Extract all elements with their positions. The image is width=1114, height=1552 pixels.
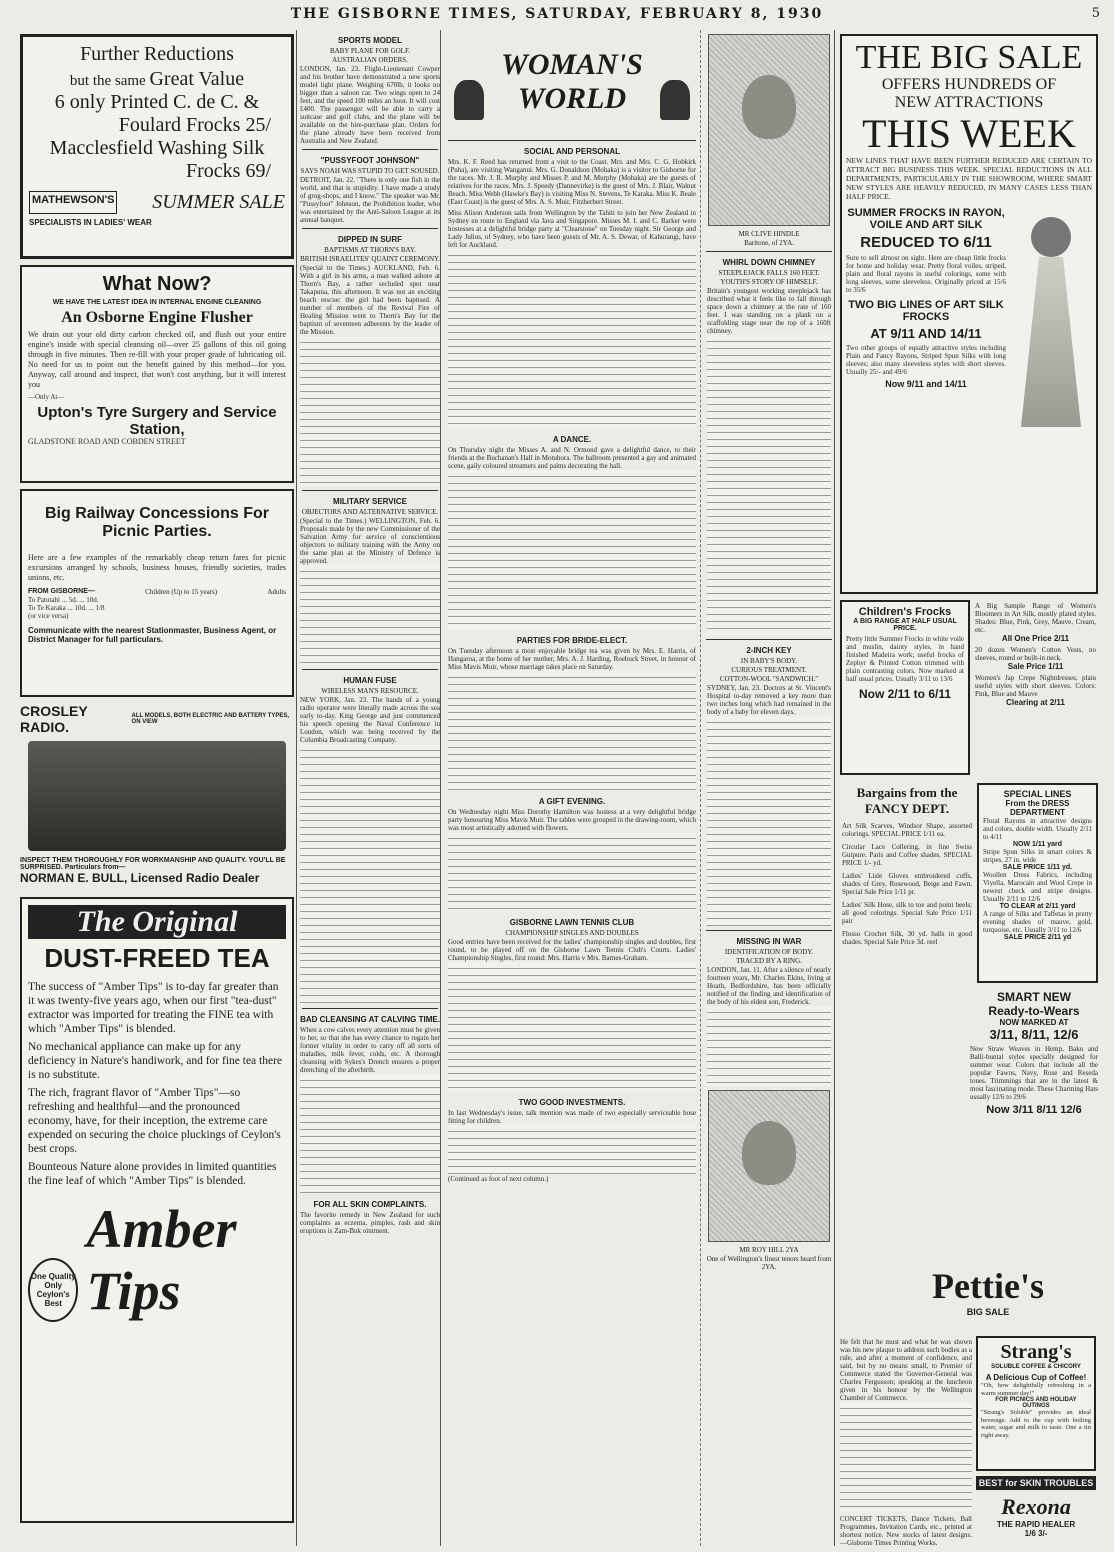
price-line: NOW 1/11 yard: [1012, 841, 1063, 848]
ad-heading: SMART NEW: [997, 990, 1071, 1004]
ad-heading: Children's Frocks: [858, 606, 952, 618]
article-headline: DIPPED IN SURF: [337, 235, 402, 244]
brand-logo: Strang's: [1000, 1341, 1072, 1363]
ad-heading: Bargains from the FANCY DEPT.: [856, 785, 958, 816]
ad-body: 20 dozen Women's Cotton Vests, no sleeves, round or built-in neck.: [975, 646, 1096, 662]
article-body: (Special to the Times.) WELLINGTON, Feb. 6. Proposals made by the new Commissioner of the Salvation Army for service of conscientious objectors to military training with the Army on the same plan at the Ministry of Defence is approved.: [300, 517, 440, 565]
article-headline: MILITARY SERVICE: [333, 497, 407, 506]
photo-caption: MR CLIVE HINDLE: [738, 230, 800, 238]
ad-line: OFFERS HUNDREDS OF: [881, 76, 1057, 93]
column-2: [300, 30, 441, 1546]
printing-notice: CONCERT TICKETS, Dance Tickets, Ball Programmes, Invitation Cards, etc., printed at shortest notice. New stocks of latest designs.—Gisborne Times Printing Works.: [840, 1515, 972, 1546]
divider: [706, 930, 832, 931]
photo-caption: One of Wellington's finest tenors heard from 2YA.: [706, 1255, 832, 1271]
ad-line: Further Reductions: [80, 43, 234, 65]
ad-heading: The Original: [28, 905, 286, 939]
article-headline: HUMAN FUSE: [343, 676, 397, 685]
ad-item: A range of Silks and Taffetas in pretty evening shades of mauve, gold, turquoise, etc. Usually 3/11 to 12/6: [983, 910, 1092, 934]
ad-heading: Ready-to-Wears: [988, 1004, 1080, 1018]
column-5: [838, 30, 1100, 1546]
ad-paragraph: No mechanical appliance can make up for any deficiency in Nature's handiwork, and for fine tea there is no substitute.: [28, 1041, 283, 1081]
ad-heading: What Now?: [102, 273, 212, 295]
article-body: NEW YORK, Jan. 23. The hands of a young radio operator were literally made across the sea early to-day. King George and just commenced his speech opening the Naval Conference in London, which was being received by the Columbia Broadcasting Company.: [300, 696, 440, 744]
price-line: REDUCED TO 6/11: [860, 234, 992, 251]
ad-heading: THE BIG SALE: [855, 39, 1083, 76]
article-subhead: TRACED BY A RING.: [736, 957, 802, 965]
ad-body: "Strang's Soluble" provides an ideal beverage. Add to the cup with boiling water, sugar and milk to taste. One a tin right away.: [981, 1409, 1091, 1439]
brand-logo: Rexona: [1001, 1494, 1071, 1519]
ad-item: Circular Lace Collering, in fine Swiss Guipure. Paris and Coffee shades. SPECIAL PRICE 1/- yd.: [842, 843, 972, 867]
ad-line: but the same Great Value: [69, 68, 245, 90]
price-line: AT 9/11 AND 14/11: [870, 326, 982, 341]
article-subhead: IDENTIFICATION OF BODY.: [724, 948, 814, 956]
column-3: [444, 30, 701, 1546]
ad-footer: SPECIALISTS IN LADIES' WEAR: [29, 218, 152, 227]
article-subhead: SAYS NOAH WAS STUPID TO GET SOUSED.: [300, 167, 440, 175]
article-body: Good entries have been received for the ladies' championship singles and doubles, first round, to be played off on the Gisborne Lawn Tennis Club's Courts. Ladies' Championship Singles, first round: Mrs. Harris v Mrs. Barnes-Graham.: [448, 938, 696, 962]
ad-line: Adults: [267, 588, 286, 596]
fare-row: To Patutahi ... 5d. ... 10d.: [28, 596, 99, 604]
article-subhead: BRITISH ISRAELITES' QUAINT CEREMONY.: [300, 255, 440, 263]
article-headline: 2-INCH KEY: [746, 646, 792, 655]
text-filler: [448, 249, 696, 429]
price-line: TO CLEAR at 2/11 yard: [999, 903, 1076, 910]
column-1: [18, 30, 297, 1546]
ad-line: TWO BIG LINES OF ART SILK FROCKS: [848, 299, 1004, 323]
ad-line: BIG SALE: [966, 1307, 1010, 1317]
brand-logo: Amber Tips: [86, 1199, 237, 1321]
page-title: THE GISBORNE TIMES, SATURDAY, FEBRUARY 8, 1930: [290, 6, 824, 22]
article-headline: WHIRL DOWN CHIMNEY: [722, 258, 816, 267]
ad-line: WE HAVE THE LATEST IDEA IN INTERNAL ENGINE CLEANING: [52, 299, 262, 306]
ad-body: Pretty little Summer Frocks in white voile and muslin, dainty styles, in hand finished Madeira work; useful frocks of Zephyr & Printed Cotton trimmed with plain contrasting colors. Now marked at half usual prices. Usually 3/11 to 13/6: [846, 635, 964, 683]
text-filler: [707, 335, 831, 635]
page-number: 5: [1091, 6, 1100, 21]
ad-heading: Big Railway Concessions For Picnic Parties.: [44, 505, 270, 540]
ad-business-name: NORMAN E. BULL, Licensed Radio Dealer: [20, 871, 260, 885]
mathewsons-ad: [20, 34, 294, 259]
ad-line: THE RAPID HEALER: [996, 1520, 1076, 1529]
ad-heading: DUST-FREED TEA: [44, 943, 270, 973]
price-line: Clearing at 2/11: [1006, 698, 1065, 707]
ad-line: A Delicious Cup of Coffee!: [985, 1373, 1087, 1382]
divider: [706, 639, 832, 640]
price-line: 1/6 3/-: [1024, 1529, 1048, 1538]
ad-line: NEW ATTRACTIONS: [894, 94, 1044, 111]
womens-wear-list: [973, 600, 1098, 779]
article-headline: MISSING IN WAR: [736, 937, 802, 946]
article-headline: SOCIAL AND PERSONAL: [523, 147, 620, 156]
sale-stamp: SUMMER SALE: [152, 191, 285, 213]
figure-dress: [1021, 257, 1081, 427]
ad-line: An Osborne Engine Flusher: [61, 309, 253, 326]
article-body: Mrs. K. F. Reed has returned from a visit to the Coast. Mrs. and Mrs. C. G. Hobkirk (Puha), are visiting Wanganui. Mrs. G. Donaldson (Mohaka) is a visitor to Gisborne for the races. Mr. J. R. Murphy and Misses P. and M. Murphy (Mohaka) are the guests of relatives for the races. Mrs. J. Speedy (Dannevirke) is the guest of Mrs. J. Blair, Walnut Beach. Miss Webb (Hawke's Bay) is visiting Miss N. Stevens, Te Karaka. Miss K. Beale (East Coast) is the guest of Mrs. A. S. Muir, Fitzherbert Street.: [448, 158, 696, 206]
text-filler: [300, 744, 440, 1004]
divider: [302, 149, 438, 150]
portrait-face: [742, 1121, 796, 1185]
ad-body: A Big Sample Range of Women's Bloomers in Art Silk, mostly plated styles. Shades: Blue, Pink, Grey, Mauve, Cream, etc.: [975, 602, 1096, 634]
text-filler: [840, 1402, 972, 1512]
article-body: On Wednesday night Miss Dorothy Hamilton was hostess at a very delightful bridge party honouring Miss Mavis Muir. The tables were grouped in the drawing-room, which was most artistically adorned with flowers.: [448, 808, 696, 832]
ad-heading: BEST for SKIN TROUBLES: [976, 1476, 1096, 1490]
text-filler: [448, 832, 696, 912]
ad-item: Ladies' Silk Hose, silk to toe and point heels; all good colorings. Special Sale Price 1/11 pair: [842, 901, 972, 925]
brand-logo: Pettie's: [932, 1266, 1044, 1306]
price-line: Now 9/11 and 14/11: [885, 379, 967, 389]
article-subhead: BABY PLANE FOR GOLF.: [329, 47, 411, 55]
price-line: Now 3/11 8/11 12/6: [986, 1104, 1082, 1116]
article-subhead: BAPTISMS AT THORN'S BAY.: [324, 246, 416, 254]
ad-line: FROM GISBORNE—: [28, 588, 95, 595]
ad-business-name: Upton's Tyre Surgery and Service Station,: [37, 404, 277, 438]
article-headline: FOR ALL SKIN COMPLAINTS.: [313, 1200, 427, 1209]
radio-illustration: [28, 741, 286, 851]
article-body: (Special to the Times.) AUCKLAND, Feb. 6. With a girl in his arms, a man walked ashore at Thorn's Bay, a rather secluded spot near Takapuna, this afternoon. It was not an exciting beach rescue: the girl had been baptised. A number of members of the Revival Fire of Healing Mission went to Thorn's Bay for the baptism of seventeen adherents by the leader of the Mission.: [300, 264, 440, 336]
article-subhead: CHAMPIONSHIP SINGLES AND DOUBLES: [505, 929, 639, 937]
ad-paragraph: Bounteous Nature alone provides in limited quantities the fine leaf of which "Amber Tips" is blended.: [28, 1161, 277, 1187]
text-filler: [448, 671, 696, 791]
price-line: 3/11, 8/11, 12/6: [989, 1027, 1079, 1042]
divider: [302, 669, 438, 670]
article-subhead: IN BABY'S BODY.: [740, 657, 798, 665]
photo-caption: MR ROY HILL 2YA: [739, 1246, 799, 1254]
ad-paragraph: The rich, fragrant flavor of "Amber Tips"—so refreshing and healthful—and the pronounced economy, have, for their inception, the extreme care expended on securing the choice pluckings of Ceylon's best crops.: [28, 1087, 281, 1155]
article-body: Britain's youngest working steeplejack has described what it feels like to fall through space down a chimney at the rate of 160 feet. I was standing on a plank on a scaffolding stage near the top of a 160ft chimney.: [707, 287, 831, 335]
ad-line: SUMMER FROCKS IN RAYON, VOILE AND ART SILK: [847, 207, 1005, 231]
article-body: He felt that he must and what he was shown was his new plaque to address such bodies as a rule, and after a moment of confidence, and said, but by no means small, to Premier of Commerce stated the Governor-General was Charles Fergusson; speaking at the luncheon given in his honour by the Wellington Chamber of Commerce.: [840, 1338, 972, 1402]
ad-line: Children (Up to 15 years): [145, 588, 218, 596]
article-subhead: YOUTH'S STORY OF HIMSELF.: [720, 278, 818, 286]
portrait-face: [742, 75, 796, 139]
section-title: WOMAN'S WORLD: [501, 48, 643, 115]
rexona-ad: [976, 1476, 1096, 1546]
masthead: [0, 0, 1114, 30]
article-headline: A GIFT EVENING.: [538, 797, 606, 806]
article-subhead: OBJECTORS AND ALTERNATIVE SERVICE.: [301, 508, 439, 516]
divider: [302, 490, 438, 491]
article-headline: PARTIES FOR BRIDE-ELECT.: [516, 636, 628, 645]
dress-dept-ad: [977, 783, 1098, 983]
ad-body: NEW LINES THAT HAVE BEEN FURTHER REDUCED ARE CERTAIN TO ATTRACT BIG BUSINESS THIS WEEK. SPECIAL REDUCTIONS IN ALL DEPARTMENTS, PARTICULARLY IN THE SHOWROOM, WHERE SMART NEW STYLES ARE HEAVILY REDUCED, IN MANY CASES LESS THAN HALF PRICE.: [846, 156, 1092, 201]
ad-item: Art Silk Scarves, Windsor Shape, assorted colorings. SPECIAL PRICE 1/11 ea.: [842, 822, 972, 838]
upton-ad: [20, 265, 294, 483]
ad-line: From the DRESS DEPARTMENT: [1005, 799, 1070, 817]
ad-body: New Straw Weaves in Hemp, Baku and Balli-buntal styles specially designed for summer wear. Colors that include all the popular Fawns, Navy, Rose and Reseda tones. Trimmings that are in the latest & most fascinating mode. These Charming Hats usually 12/6 to 29/6: [970, 1045, 1098, 1101]
article-subhead: WIRELESS MAN'S RESOURCE.: [321, 687, 419, 695]
figure-head: [1031, 217, 1071, 257]
ad-line: —Only At—: [28, 393, 65, 401]
ad-item: Floral Rayons in attractive designs and colors, double width. Usually 2/11 to 4/11: [983, 817, 1092, 841]
ad-line: A BIG RANGE AT HALF USUAL PRICE.: [853, 618, 957, 632]
fare-row: (or vice versa): [28, 612, 69, 620]
vase-illustration: [454, 80, 484, 120]
brand-logo: MATHEWSON'S: [29, 191, 117, 214]
ad-body: Women's Jap Crepe Nightdresses, plain useful styles with short sleeves. Colors: Pink, Blue and Mauve: [975, 674, 1096, 698]
price-line: SALE PRICE 1/11 yd.: [1002, 864, 1073, 871]
article-body: In last Wednesday's issue, talk mention was made of two especially serviceable hose fitting for children.: [448, 1109, 696, 1125]
article-headline: TWO GOOD INVESTMENTS.: [518, 1098, 626, 1107]
text-filler: [300, 336, 440, 486]
ad-address: GLADSTONE ROAD AND COBDEN STREET: [28, 437, 186, 446]
text-filler: [448, 1125, 696, 1175]
article-headline: "PUSSYFOOT JOHNSON": [320, 156, 420, 165]
text-filler: [300, 565, 440, 665]
ad-line: ALL MODELS, BOTH ELECTRIC AND BATTERY TYPES, ON VIEW: [131, 713, 290, 725]
ad-line: 6 only Printed C. de C. &: [54, 91, 260, 113]
ad-body: Sure to sell almost on sight. Here are cheap little frocks for home and holiday wear. Pretty floral voiles, striped, plain and floral rayons in useful colorings, some with long sleeves, some sleeveless. Originally priced at 15/6 to 35/6: [846, 254, 1006, 294]
continued-note: (Continued as foot of next column.): [448, 1175, 549, 1183]
ad-line: Macclesfield Washing Silk: [49, 137, 265, 159]
article-subhead: CURIOUS TREATMENT.: [731, 666, 807, 674]
ad-item: Woollen Dress Fabrics, including Viyella, Marocain and Wool Crepe in newest check and stripe designs. Usually 2/11 to 12/6: [983, 871, 1092, 903]
divider: [302, 1008, 438, 1009]
petties-logo: [898, 1265, 1078, 1317]
ad-footer: Communicate with the nearest Stationmaster, Business Agent, or District Manager for full particulars.: [28, 626, 277, 644]
childrens-frocks-ad: [840, 600, 970, 775]
big-sale-ad: [840, 34, 1098, 594]
fancy-dept-ad: [840, 783, 974, 1117]
ad-body: Here are a few examples of the remarkably cheap return fares for picnic excursions arranged by schools, business houses, friendly societies, trades unions, etc.: [28, 553, 286, 582]
photo-caption: Baritone, of 2YA.: [744, 239, 794, 247]
hats-ad: [970, 990, 1098, 1116]
article-body: Miss Alison Anderson sails from Wellington by the Tahiti to join her New Zealand in Sydney en route to England via Java and Singapore. Misses M. I. and C. Barker were hostesses at a delightful bridge party at "Clearstone" on Tuesday night. Sir George and Lady Julius, of Sydney, who have been guests of Mr. A. S. Dewar, of Kahurangi, have left for Auckland.: [448, 209, 696, 249]
article-body: The favorite remedy in New Zealand for such complaints as eczema, pimples, rash and skin eruptions is Zam-Buk ointment.: [300, 1211, 440, 1235]
railway-ad: [20, 489, 294, 697]
article-subhead: AUSTRALIAN ORDERS.: [332, 56, 408, 64]
price-line: SALE PRICE 2/11 yd: [1003, 934, 1072, 941]
ad-line: FOR PICNICS AND HOLIDAY OUTINGS: [995, 1397, 1077, 1409]
text-filler: [448, 962, 696, 1092]
article-subhead: COTTON-WOOL "SANDWICH.": [719, 675, 819, 683]
ad-body: Two other groups of equally attractive styles including Plain and Fancy Rayons, Striped Spun Silks with long sleeves; also many sleeveless styles with short sleeves. Usually 25/- and 49/6: [846, 344, 1006, 376]
ad-heading: SPECIAL LINES: [1003, 789, 1072, 799]
ad-item: Stripe Spun Silks in smart colors & stripes, 27 in. wide: [983, 848, 1092, 864]
divider: [302, 228, 438, 229]
portrait-photo: [708, 34, 830, 226]
ad-line: INSPECT THEM THOROUGHLY FOR WORKMANSHIP AND QUALITY. YOU'LL BE SURPRISED. Particulars from—: [20, 857, 286, 871]
article-headline: SPORTS MODEL: [337, 36, 402, 45]
womans-world-banner: [448, 30, 696, 141]
ad-body: We drain out your old dirty carbon checked oil, and flush out your entire engine's inside with special cleansing oil—over 25 gallons of this oil going through in five minutes. Then re-fill with your proper grade of lubricating oil. No need for us to point out the benefit gained by this method—for you. Anyway, call around and inspect, that won't cost anything, but it will interest you: [28, 330, 286, 389]
news-snippet: [840, 1338, 972, 1546]
article-body: DETROIT, Jan. 22. "There is only one fish in the world, and that is stupidity. I have made a study of grog-shops, and I know." The speaker was Mr. "Pussyfoot" Johnson, the Prohibition leader, who was entertained by the Anti-Saloon League at its annual banquet.: [300, 176, 440, 224]
portrait-photo: [708, 1090, 830, 1242]
vase-illustration: [660, 80, 690, 120]
ad-heading: CROSLEY RADIO.: [20, 703, 88, 735]
article-body: SYDNEY, Jan. 23. Doctors at St. Vincent's Hospital to-day removed a key more than two inches long which had remained in the body of a baby for eleven days.: [707, 684, 831, 716]
strangs-coffee-ad: [976, 1336, 1096, 1471]
ad-line: Foulard Frocks 25/: [118, 114, 271, 136]
text-filler: [707, 1006, 831, 1086]
ad-line: NOW MARKED AT: [999, 1018, 1069, 1027]
fare-row: To Te Karaka ... 10d. ... 1/8: [28, 604, 105, 612]
ad-paragraph: The success of "Amber Tips" is to-day far greater than it was twenty-five years ago, when our first "tea-dust" extractor was imported for treating the FINE tea with which "Amber Tips" is blended.: [28, 981, 279, 1035]
ad-item: Flosso Crochet Silk, 30 yd. balls in good shades. Special Sale Price 3d. reel: [842, 930, 972, 946]
price-line: Sale Price 1/11: [1007, 662, 1064, 671]
ad-body: "Oh, how delightfully refreshing in a warm summer day!": [981, 1382, 1091, 1397]
article-body: LONDON, Jan. 23. Flight-Lieutenant Cowper and his brother have demonstrated a new sports model light plane. Weighing 670lb, it looks no bigger than a saloon car. Two wings open to 24 feet, and the speed 100 miles an hour. It will cost £400. The passenger will be able to carry a suitcase and golf clubs, and the plane will be available on the hire-purchase plan. Orders for the plane already have been received from Australia and New Zealand.: [300, 65, 440, 145]
price-line: All One Price 2/11: [1001, 634, 1070, 643]
article-headline: BAD CLEANSING AT CALVING TIME.: [300, 1015, 440, 1024]
article-headline: GISBORNE LAWN TENNIS CLUB: [509, 918, 635, 927]
article-body: On Thursday night the Misses A. and N. Ormond gave a delightful dance, to their friends at the Buchanan's Hall in Motuhora. The ballroom presented a gay and animated scene, gaily coloured streamers and palms decorating the hall.: [448, 446, 696, 470]
ad-item: Ladies' Lisle Gloves embroidered cuffs, shades of Grey, Rosewood, Beige and Fawn. Special Sale Price 1/11 pr.: [842, 872, 972, 896]
article-body: On Tuesday afternoon a most enjoyable bridge tea was given by Mrs. E. Harris, of Hangaroa, at the home of her mother, Mrs. A. J. Harding, Roebuck Street, in honour of Miss Mavis Muir, whose marriage takes place on Saturday.: [448, 647, 696, 671]
crosley-ad: [20, 703, 294, 893]
article-subhead: STEEPLEJACK FALLS 160 FEET.: [718, 269, 820, 277]
column-4: [704, 30, 835, 1546]
divider: [706, 251, 832, 252]
ad-line: SOLUBLE COFFEE & CHICORY: [991, 1364, 1081, 1370]
text-filler: [300, 1074, 440, 1194]
text-filler: [707, 716, 831, 926]
article-body: LONDON, Jan. 11. After a silence of nearly fourteen years, Mr. Charles Ekins, living at Hoath, Bedfordshire, has been officially notified of the finding and identification of the body of his eldest son, Frederick.: [707, 966, 831, 1006]
text-filler: [448, 470, 696, 630]
article-headline: A DANCE.: [552, 435, 592, 444]
article-body: When a cow calves every attention must be given to her, so that she has every chance to regain her former vitality in order to carry off all sorts of maladies, milk fever, colds, etc. A thorough cleansing with Sykes's Drench ensures a proper drenching of the afterbirth.: [300, 1026, 440, 1074]
ad-line: Frocks 69/: [186, 160, 271, 182]
ad-heading: THIS WEEK: [862, 111, 1076, 156]
price-line: Now 2/11 to 6/11: [858, 687, 952, 701]
quality-seal: One Quality Only Ceylon's Best: [28, 1258, 78, 1322]
amber-tips-ad: [20, 897, 294, 1523]
fashion-illustration: [1010, 207, 1092, 427]
